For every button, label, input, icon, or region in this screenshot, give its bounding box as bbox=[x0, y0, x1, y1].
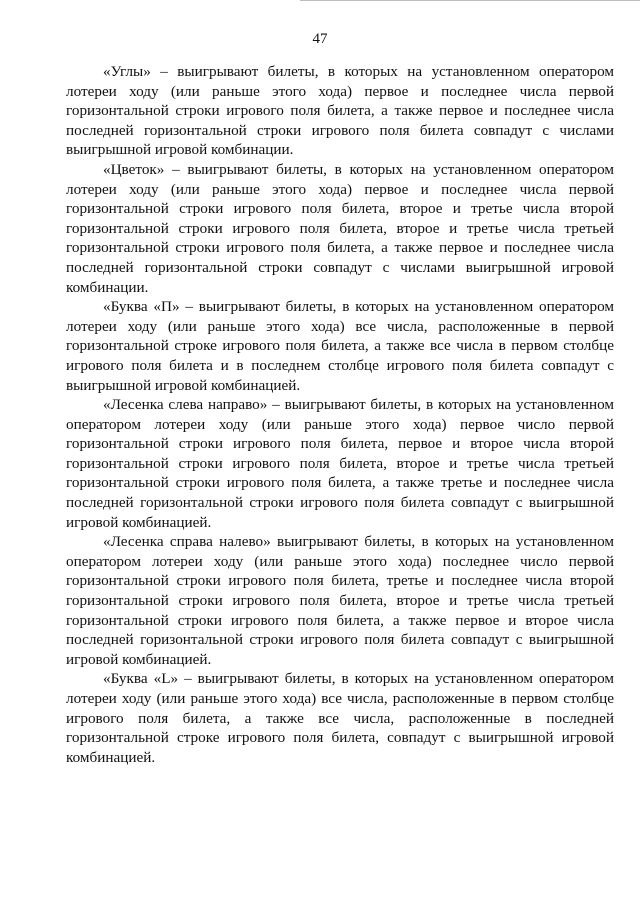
paragraph-flower: «Цветок» – выигрывают билеты, в которых на установленном оператором лотереи ходу (или раньше этого хода) первое и последнее числа первой горизонтальной строки игрового поля билета, второе и третье числа второй горизонтальной строки игрового поля билета, второе и третье числа третьей горизонтальной строки игрового поля билета, а также первое и последнее числа последней горизонтальной строки совпадут с числами выигрышной игровой комбинации. bbox=[66, 160, 614, 296]
paragraph-ladder-left-to-right: «Лесенка слева направо» – выигрывают билеты, в которых на установленном оператором лотереи ходу (или раньше этого хода) первое число первой горизонтальной строки игрового поля билета, первое и второе числа второй горизонтальной строки игрового поля билета, второе и третье числа третьей горизонтальной строки игрового поля билета, а также третье и последнее числа последней горизонтальной строки игрового поля билета совпадут с выигрышной игровой комбинацией. bbox=[66, 396, 614, 531]
page-number: 47 bbox=[312, 31, 328, 47]
paragraph-corners: «Углы» – выигрывают билеты, в которых на установленном оператором лотереи ходу (или раньше этого хода) первое и последнее числа первой горизонтальной строки игрового поля билета, а также первое и последнее числа последней горизонтальной строки игрового поля билета совпадут с числами выигрышной игровой комбинации. bbox=[66, 63, 614, 159]
paragraph-letter-l: «Буква «L» – выигрывают билеты, в которых на установленном оператором лотереи ходу (или раньше этого хода) все числа, расположенные в первом столбце игрового поля билета, а также все числа, расположенные в последней горизонтальной строке игрового поля билета, совпадут с выигрышной игровой комбинацией. bbox=[66, 670, 614, 766]
paragraph-letter-p: «Буква «П» – выигрывают билеты, в которых на установленном оператором лотереи ходу (или раньше этого хода) все числа, расположенные в первой горизонтальной строке игрового поля билета, а также все числа в первом столбце игрового поля билета и в последнем столбце игрового поля билета совпадут с выигрышной игровой комбинацией. bbox=[66, 298, 614, 394]
top-edge-rule bbox=[300, 0, 640, 1]
page-body bbox=[66, 62, 614, 767]
paragraph-ladder-right-to-left: «Лесенка справа налево» выигрывают билеты, в которых на установленном оператором лотереи ходу (или раньше этого хода) последнее число первой горизонтальной строки игрового поля билета, третье и последнее числа второй горизонтальной строки игрового поля билета, второе и третье числа третьей горизонтальной строки игрового поля билета, а также первое и второе числа последней горизонтальной строки игрового поля билета совпадут с выигрышной игровой комбинацией. bbox=[66, 533, 614, 668]
